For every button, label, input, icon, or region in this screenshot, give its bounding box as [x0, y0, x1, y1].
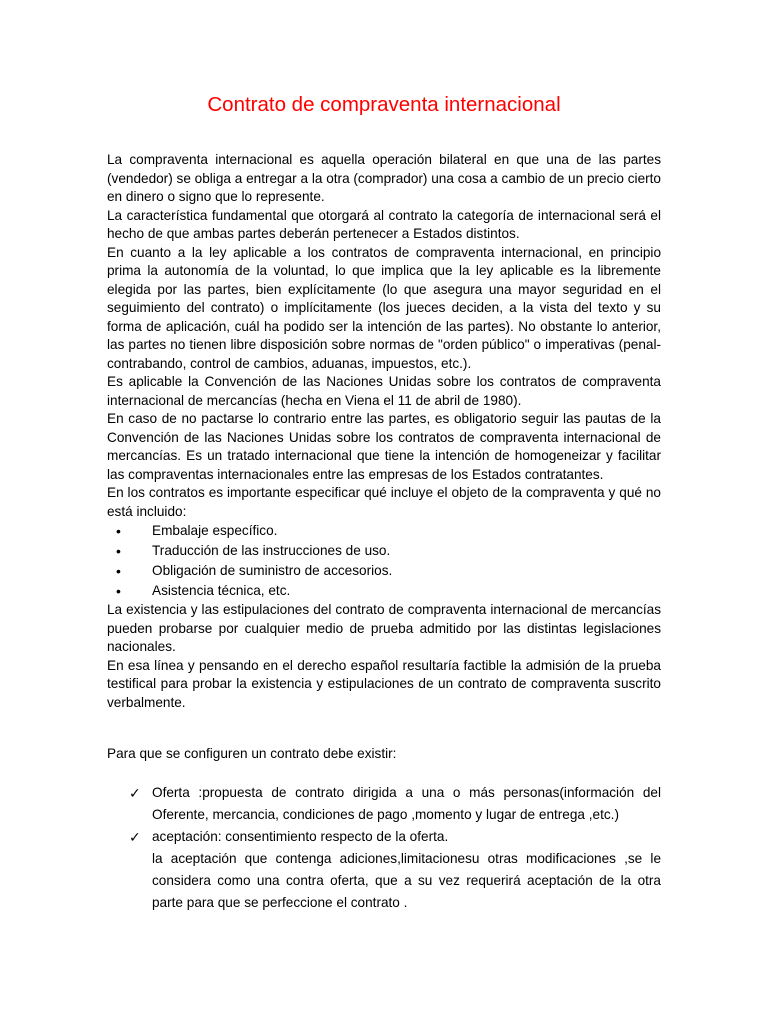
requirement-item-acceptance	[107, 826, 661, 914]
spacer	[107, 712, 661, 745]
requirement-text: Oferta :propuesta de contrato dirigida a una o más personas(información del Oferente, mercancia, condiciones de pago ,momento y lugar de entrega ,etc.)	[152, 784, 661, 822]
bullet-icon: •	[116, 583, 121, 599]
list-item-label: Traducción de las instrucciones de uso.	[152, 543, 391, 558]
paragraph-evidence: La existencia y las estipulaciones del contrato de compraventa internacional de mercancías pueden probarse por cualquier medio de prueba admitido por las distintas legislaciones nacionales.	[107, 602, 661, 654]
document-title: Contrato de compraventa internacional	[207, 93, 561, 116]
requirement-item-offer	[107, 782, 661, 826]
bullet-icon: •	[116, 563, 121, 579]
bullet-icon: •	[116, 543, 121, 559]
paragraph-convention: Es aplicable la Convención de las Naciones Unidas sobre los contratos de compraventa internacional de mercancías (hecha en Viena el 11 de abril de 1980).	[107, 374, 661, 408]
list-item-label: Asistencia técnica, etc.	[152, 583, 291, 598]
requirement-detail: la aceptación que contenga adiciones,limitacionesu otras modificaciones ,se le considera como una contra oferta, que a su vez requerirá aceptación de la otra parte para que se perfeccione el contrato .	[152, 850, 661, 910]
paragraph-applicable-law: En cuanto a la ley aplicable a los contratos de compraventa internacional, en principio prima la autonomía de la voluntad, lo que implica que la ley aplicable es la libremente elegida por las partes, bien explícitamente (lo que asegura una mayor seguridad en el seguimiento del contrato) o implícitamente (los jueces deciden, a la vista del texto y su forma de aplicación, cuál ha podido ser la intención de las partes). No obstante lo anterior, las partes no tienen libre disposición sobre normas de "orden público" o imperativas (penal-contrabando, control de cambios, aduanas, impuestos, etc.).	[107, 244, 661, 371]
included-items-list	[107, 521, 661, 601]
paragraph-characteristic: La característica fundamental que otorgará al contrato la categoría de internacional será el hecho de que ambas partes deberán pertenecer a Estados distintos.	[107, 207, 661, 241]
checkmark-icon: ✓	[129, 784, 141, 801]
paragraph-definition: La compraventa internacional es aquella operación bilateral en que una de las partes (vendedor) se obliga a entregar a la otra (comprador) una cosa a cambio de un precio cierto en dinero o signo que lo represente.	[107, 152, 661, 204]
requirement-text: aceptación: consentimiento respecto de la oferta.	[152, 828, 449, 844]
requirements-list	[107, 782, 661, 914]
list-item-label: Embalaje específico.	[152, 523, 278, 538]
requirements-intro: Para que se configuren un contrato debe existir:	[107, 746, 397, 761]
checkmark-icon: ✓	[129, 828, 141, 845]
paragraph-obligation: En caso de no pactarse lo contrario entre las partes, es obligatorio seguir las pautas de la Convención de las Naciones Unidas sobre los contratos de compraventa internacional de mercancías. Es un tratado internacional que tiene la intención de homogeneizar y facilitar las compraventas internacionales entre las empresas de los Estados contratantes.	[107, 411, 661, 482]
bullet-icon: •	[116, 523, 121, 539]
list-item	[107, 561, 661, 581]
list-item	[107, 541, 661, 561]
paragraph-object: En los contratos es importante especificar qué incluye el objeto de la compraventa y qué no está incluido:	[107, 485, 661, 519]
document-body	[107, 151, 661, 914]
list-item	[107, 521, 661, 541]
list-item-label: Obligación de suministro de accesorios.	[152, 563, 393, 578]
paragraph-spanish-law: En esa línea y pensando en el derecho español resultaría factible la admisión de la prueba testifical para probar la existencia y estipulaciones de un contrato de compraventa suscrito verbalmente.	[107, 657, 661, 710]
list-item	[107, 581, 661, 601]
